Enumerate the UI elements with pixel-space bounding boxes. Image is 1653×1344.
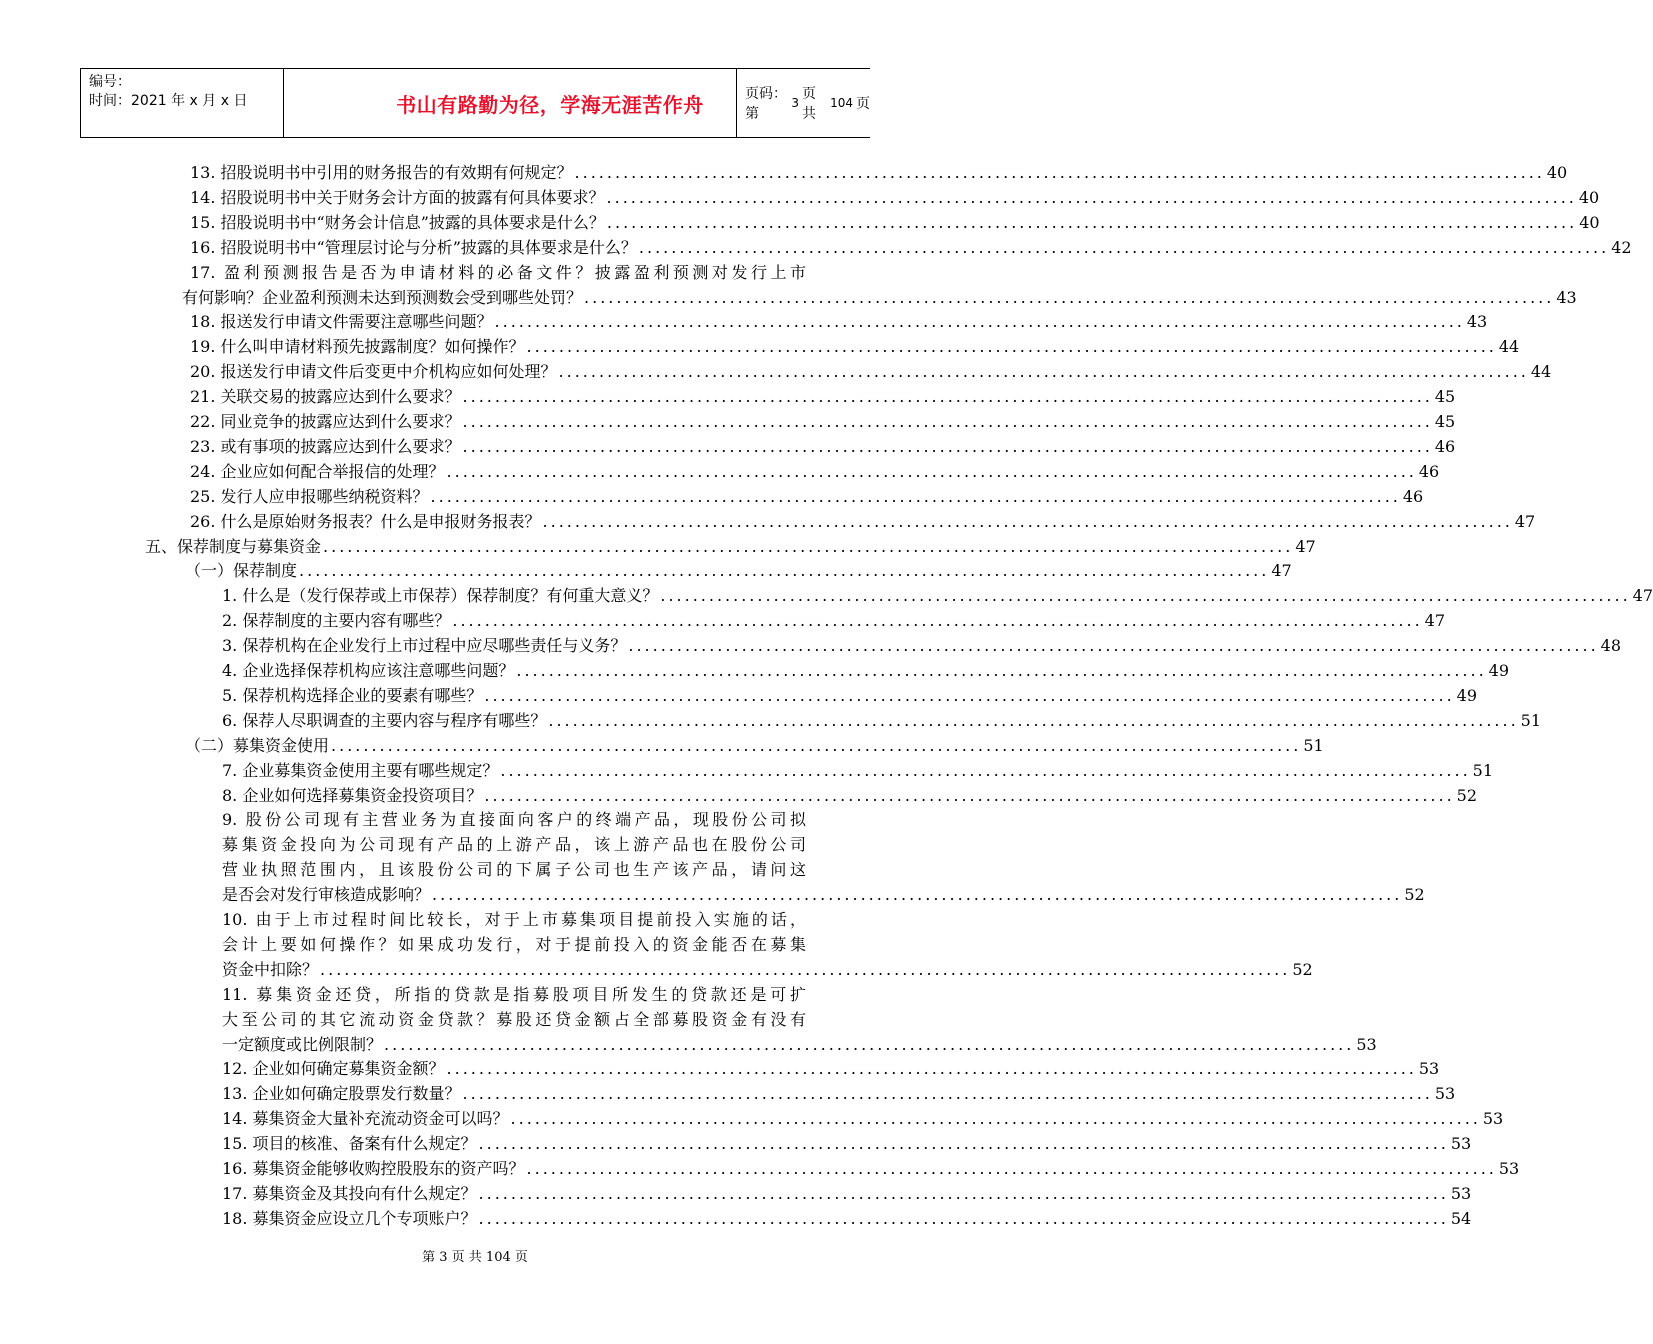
toc-page-number: 44	[1530, 362, 1552, 382]
toc-dot-leader: ........................................................................................................................	[494, 312, 1465, 332]
toc-entry[interactable]	[190, 334, 1520, 359]
toc-entry[interactable]	[222, 758, 1494, 783]
toc-entry[interactable]	[190, 210, 1600, 235]
toc-page-number: 47	[1632, 586, 1653, 606]
toc-page-number: 53	[1482, 1109, 1504, 1129]
toc-entry-title: 15. 招股说明书中“财务会计信息”披露的具体要求是什么？	[190, 212, 605, 232]
toc-dot-leader: ........................................................................................................................	[446, 461, 1417, 481]
toc-entry-title: （一）保荐制度	[185, 561, 298, 581]
header-motto: 书山有路勤为径，学海无涯苦作舟	[396, 92, 704, 117]
toc-dot-leader: ........................................................................................................................	[548, 710, 1519, 730]
toc-entry[interactable]	[222, 982, 806, 1007]
document-date: 时间：2021 年 x 月 x 日	[89, 93, 248, 109]
toc-entry-title: 9. 股份公司现有主营业务为直接面向客户的终端产品，现股份公司拟	[222, 810, 806, 830]
toc-dot-leader: ........................................................................................................................	[660, 586, 1631, 606]
toc-entry[interactable]	[222, 658, 1510, 683]
toc-entry[interactable]	[222, 1081, 1456, 1106]
toc-entry-title: 5. 保荐机构选择企业的要素有哪些？	[222, 685, 483, 705]
toc-entry[interactable]	[222, 882, 1425, 907]
toc-page-number: 54	[1450, 1208, 1472, 1228]
header-divider	[283, 69, 284, 137]
toc-page-number: 40	[1579, 212, 1600, 232]
toc-entry-title: 16. 募集资金能够收购控股股东的资产吗？	[222, 1159, 525, 1178]
page-footer: 第 3 页 共 104 页	[422, 1250, 528, 1265]
toc-page-number: 53	[1434, 1084, 1456, 1104]
toc-entry[interactable]	[145, 534, 1316, 559]
toc-dot-leader: ........................................................................................................................	[542, 511, 1513, 531]
toc-dot-leader: ........................................................................................................................	[484, 685, 1455, 705]
toc-dot-leader: ........................................................................................................................	[510, 1109, 1481, 1129]
toc-entry-title: 20. 报送发行申请文件后变更中介机构应如何处理？	[190, 362, 557, 382]
toc-dot-leader: ........................................................................................................................	[628, 636, 1599, 656]
toc-entry[interactable]	[190, 459, 1440, 484]
toc-entry-title: 资金中扣除？	[222, 959, 319, 979]
toc-entry[interactable]	[222, 1032, 1377, 1057]
toc-entry[interactable]	[222, 633, 1622, 658]
toc-page-number: 49	[1488, 661, 1510, 680]
toc-entry-title: 23. 或有事项的披露应达到什么要求？	[190, 436, 461, 456]
toc-page-number: 52	[1404, 885, 1425, 905]
toc-page-number: 43	[1466, 312, 1488, 332]
header-meta	[89, 73, 247, 111]
toc-page-number: 46	[1418, 461, 1440, 481]
toc-entry-title: （二）募集资金使用	[185, 735, 330, 755]
toc-page-number: 46	[1434, 436, 1456, 456]
toc-entry[interactable]	[190, 235, 1632, 260]
toc-entry[interactable]	[222, 608, 1446, 633]
toc-dot-leader: ........................................................................................................................	[500, 760, 1471, 780]
toc-entry-title: 12. 企业如何确定募集资金额？	[222, 1059, 445, 1079]
toc-entry[interactable]	[190, 484, 1424, 509]
toc-entry-title: 11. 募集资金还贷，所指的贷款是指募股项目所发生的贷款还是可扩	[222, 984, 806, 1004]
toc-entry-title: 五、保荐制度与募集资金	[145, 536, 322, 556]
toc-dot-leader: ........................................................................................................................	[516, 661, 1487, 680]
page-current: 3	[791, 96, 799, 110]
toc-dot-leader: ........................................................................................................................	[452, 611, 1423, 631]
toc-entry-title: 是否会对发行审核造成影响？	[222, 885, 431, 905]
page-suffix: 页	[856, 96, 870, 112]
toc-entry-title: 13. 企业如何确定股票发行数量？	[222, 1084, 461, 1104]
toc-entry[interactable]	[190, 359, 1552, 384]
page-header	[80, 68, 870, 138]
toc-dot-leader: ........................................................................................................................	[638, 237, 1610, 257]
toc-entry[interactable]	[190, 384, 1456, 409]
toc-entry-title: 10. 由于上市过程时间比较长，对于上市募集项目提前投入实施的话，	[222, 910, 806, 929]
toc-entry[interactable]	[222, 807, 806, 832]
toc-entry-title: 4. 企业选择保荐机构应该注意哪些问题？	[222, 661, 515, 680]
toc-entry-title: 有何影响？企业盈利预测未达到预测数会受到哪些处罚？	[182, 287, 583, 307]
toc-page-number: 53	[1418, 1059, 1440, 1079]
toc-entry-title: 17. 募集资金及其投向有什么规定？	[222, 1183, 477, 1203]
toc-entry[interactable]	[190, 260, 806, 285]
toc-entry[interactable]	[185, 733, 1324, 758]
toc-entry[interactable]	[222, 1131, 1472, 1156]
toc-page-number: 53	[1450, 1183, 1472, 1203]
toc-page-number: 46	[1402, 486, 1424, 506]
toc-dot-leader: ........................................................................................................................	[462, 412, 1433, 431]
header-divider	[736, 69, 737, 137]
toc-entry[interactable]	[222, 907, 806, 932]
toc-dot-leader: ........................................................................................................................	[526, 1159, 1497, 1178]
toc-entry-title: 22. 同业竞争的披露应达到什么要求？	[190, 412, 461, 431]
toc-entry-title: 6. 保荐人尽职调查的主要内容与程序有哪些？	[222, 710, 547, 730]
toc-entry[interactable]	[222, 1007, 806, 1032]
toc-page-number: 53	[1450, 1134, 1472, 1154]
toc-entry[interactable]	[190, 509, 1536, 534]
toc-dot-leader: ........................................................................................................................	[430, 486, 1401, 506]
toc-entry[interactable]	[222, 683, 1478, 708]
toc-page-number: 43	[1556, 287, 1577, 307]
toc-dot-leader: ........................................................................................................................	[446, 1059, 1417, 1079]
toc-dot-leader: ........................................................................................................................	[606, 212, 1578, 232]
toc-entry-title: 8. 企业如何选择募集资金投资项目？	[222, 785, 483, 805]
header-page-info	[745, 69, 870, 137]
toc-page-number: 53	[1356, 1034, 1377, 1054]
toc-page-number: 49	[1456, 685, 1478, 705]
toc-page-number: 51	[1303, 735, 1324, 755]
toc-page-number: 51	[1472, 760, 1494, 780]
page-mid: 页 共	[801, 86, 816, 122]
toc-entry-title: 15. 项目的核准、备案有什么规定？	[222, 1134, 477, 1154]
toc-dot-leader: ........................................................................................................................	[462, 1084, 1433, 1104]
toc-page-number: 47	[1295, 536, 1316, 556]
toc-dot-leader: ........................................................................................................................	[478, 1183, 1449, 1203]
page-total: 104	[830, 96, 853, 110]
toc-page-number: 51	[1520, 710, 1542, 730]
toc-page-number: 40	[1578, 187, 1600, 207]
toc-entry[interactable]	[222, 1056, 1440, 1081]
toc-entry[interactable]	[222, 1156, 1520, 1181]
toc-dot-leader: ........................................................................................................................	[478, 1208, 1449, 1228]
toc-entry-title: 13. 招股说明书中引用的财务报告的有效期有何规定？	[190, 163, 573, 182]
toc-dot-leader: ........................................................................................................................	[384, 1034, 1355, 1054]
toc-entry-title: 会计上要如何操作？如果成功发行，对于提前投入的资金能否在募集	[222, 934, 806, 954]
toc-entry[interactable]	[222, 857, 806, 882]
toc-dot-leader: ........................................................................................................................	[299, 561, 1270, 581]
toc-entry-title: 7. 企业募集资金使用主要有哪些规定？	[222, 760, 499, 780]
toc-entry-title: 募集资金投向为公司现有产品的上游产品，该上游产品也在股份公司	[222, 835, 806, 855]
toc-page-number: 45	[1434, 387, 1456, 407]
toc-entry[interactable]	[190, 409, 1456, 434]
toc-entry[interactable]	[222, 1181, 1472, 1206]
toc-dot-leader: ........................................................................................................................	[574, 163, 1545, 182]
toc-entry[interactable]	[190, 185, 1600, 210]
toc-entry[interactable]	[222, 957, 1313, 982]
toc-entry-title: 19. 什么叫申请材料预先披露制度？如何操作？	[190, 337, 525, 357]
toc-page-number: 44	[1498, 337, 1520, 357]
page-prefix: 页码：第	[745, 86, 787, 122]
toc-entry-title: 14. 募集资金大量补充流动资金可以吗？	[222, 1109, 509, 1129]
toc-dot-leader: ........................................................................................................................	[323, 536, 1294, 556]
toc-entry[interactable]	[222, 708, 1542, 733]
toc-page-number: 47	[1424, 611, 1446, 631]
toc-page-number: 45	[1434, 412, 1456, 431]
toc-entry[interactable]	[185, 558, 1292, 583]
toc-dot-leader: ........................................................................................................................	[462, 436, 1433, 456]
toc-page-number: 48	[1600, 636, 1622, 656]
toc-dot-leader: ........................................................................................................................	[331, 735, 1302, 755]
toc-entry[interactable]	[222, 583, 1653, 608]
toc-dot-leader: ........................................................................................................................	[320, 959, 1291, 979]
toc-dot-leader: ........................................................................................................................	[484, 785, 1455, 805]
toc-dot-leader: ........................................................................................................................	[584, 287, 1555, 307]
toc-entry[interactable]	[182, 285, 1577, 310]
toc-dot-leader: ........................................................................................................................	[462, 387, 1433, 407]
toc-entry[interactable]	[222, 783, 1478, 808]
toc-page-number: 52	[1456, 785, 1478, 805]
toc-page-number: 42	[1611, 237, 1632, 257]
header-divider	[80, 69, 81, 137]
toc-dot-leader: ........................................................................................................................	[526, 337, 1497, 357]
toc-entry-title: 2. 保荐制度的主要内容有哪些？	[222, 611, 451, 631]
toc-dot-leader: ........................................................................................................................	[432, 885, 1403, 905]
toc-page-number: 53	[1498, 1159, 1520, 1178]
toc-page-number: 47	[1271, 561, 1292, 581]
toc-entry-title: 18. 募集资金应设立几个专项账户？	[222, 1208, 477, 1228]
toc-dot-leader: ........................................................................................................................	[606, 187, 1577, 207]
toc-entry-title: 24. 企业应如何配合举报信的处理？	[190, 461, 445, 481]
toc-entry-title: 营业执照范围内，且该股份公司的下属子公司也生产该产品，请问这	[222, 860, 806, 880]
toc-entry-title: 16. 招股说明书中“管理层讨论与分析”披露的具体要求是什么？	[190, 237, 637, 257]
toc-page-number: 40	[1546, 163, 1568, 182]
toc-entry-title: 21. 关联交易的披露应达到什么要求？	[190, 387, 461, 407]
toc-entry-title: 14. 招股说明书中关于财务会计方面的披露有何具体要求？	[190, 187, 605, 207]
toc-entry-title: 1. 什么是（发行保荐或上市保荐）保荐制度？有何重大意义？	[222, 586, 659, 606]
toc-entry[interactable]	[190, 160, 1568, 185]
toc-entry-title: 一定额度或比例限制？	[222, 1034, 383, 1054]
toc-entry[interactable]	[222, 1206, 1472, 1231]
toc-page-number: 52	[1292, 959, 1313, 979]
toc-dot-leader: ........................................................................................................................	[478, 1134, 1449, 1154]
toc-page-number: 47	[1514, 511, 1536, 531]
toc-entry-title: 17. 盈利预测报告是否为申请材料的必备文件？披露盈利预测对发行上市	[190, 262, 806, 282]
toc-entry-title: 25. 发行人应申报哪些纳税资料？	[190, 486, 429, 506]
toc-entry[interactable]	[222, 832, 806, 857]
toc-entry-title: 18. 报送发行申请文件需要注意哪些问题？	[190, 312, 493, 332]
toc-dot-leader: ........................................................................................................................	[558, 362, 1529, 382]
toc-entry-title: 大至公司的其它流动资金贷款？募股还贷金额占全部募股资金有没有	[222, 1009, 806, 1029]
toc-entry[interactable]	[222, 1106, 1504, 1131]
document-number-label: 编号：	[89, 74, 131, 90]
toc-entry-title: 26. 什么是原始财务报表？什么是申报财务报表？	[190, 511, 541, 531]
toc-entry[interactable]	[190, 434, 1456, 459]
toc-entry[interactable]	[222, 932, 806, 957]
toc-entry[interactable]	[190, 309, 1488, 334]
toc-entry-title: 3. 保荐机构在企业发行上市过程中应尽哪些责任与义务？	[222, 636, 627, 656]
